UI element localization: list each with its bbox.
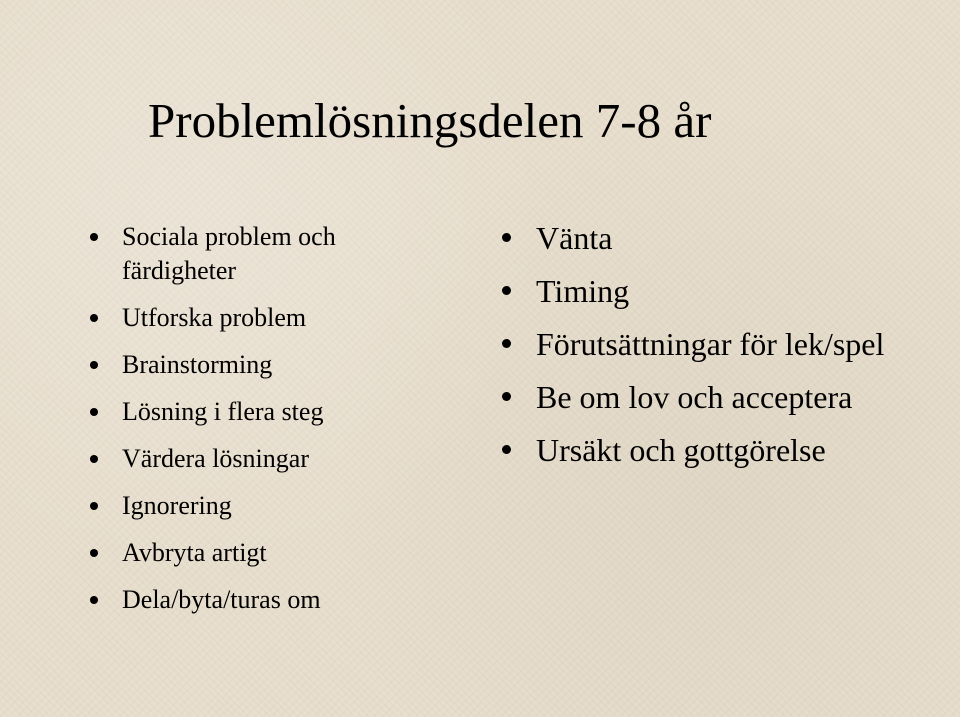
list-item-text: Utforska problem: [122, 303, 307, 332]
list-item-text: Dela/byta/turas om: [122, 585, 321, 614]
list-item-text: Vänta: [536, 220, 613, 256]
list-item: [500, 218, 940, 258]
list-item: [500, 377, 940, 417]
bullet-icon: [90, 361, 98, 369]
list-item-text: Timing: [536, 273, 630, 309]
list-item-text: Brainstorming: [122, 350, 273, 379]
list-item: [88, 583, 428, 617]
bullet-icon: [502, 339, 511, 348]
list-item-text: Ursäkt och gottgörelse: [536, 432, 826, 468]
slide-title: Problemlösningsdelen 7-8 år: [148, 93, 712, 148]
right-bullet-list: [500, 218, 940, 483]
list-item-text: Förutsättningar för lek/spel: [536, 326, 885, 362]
bullet-icon: [90, 314, 98, 322]
list-item-text: Värdera lösningar: [122, 444, 309, 473]
list-item: [500, 271, 940, 311]
list-item-text: Lösning i flera steg: [122, 397, 324, 426]
bullet-icon: [502, 392, 511, 401]
left-bullet-list: [88, 220, 428, 630]
list-item: [88, 536, 428, 570]
bullet-icon: [90, 455, 98, 463]
list-item: [500, 324, 940, 364]
bullet-icon: [90, 502, 98, 510]
bullet-icon: [90, 596, 98, 604]
list-item-text: Avbryta artigt: [122, 538, 267, 567]
list-item: [88, 348, 428, 382]
list-item-text: Ignorering: [122, 491, 232, 520]
bullet-icon: [90, 408, 98, 416]
bullet-icon: [90, 549, 98, 557]
bullet-icon: [502, 286, 511, 295]
list-item-text: Sociala problem och färdigheter: [122, 222, 336, 285]
bullet-icon: [502, 445, 511, 454]
list-item: [88, 220, 428, 288]
list-item: [88, 301, 428, 335]
list-item: [500, 430, 940, 470]
list-item-text: Be om lov och acceptera: [536, 379, 853, 415]
list-item: [88, 395, 428, 429]
bullet-icon: [502, 233, 511, 242]
list-item: [88, 442, 428, 476]
list-item: [88, 489, 428, 523]
bullet-icon: [90, 233, 98, 241]
